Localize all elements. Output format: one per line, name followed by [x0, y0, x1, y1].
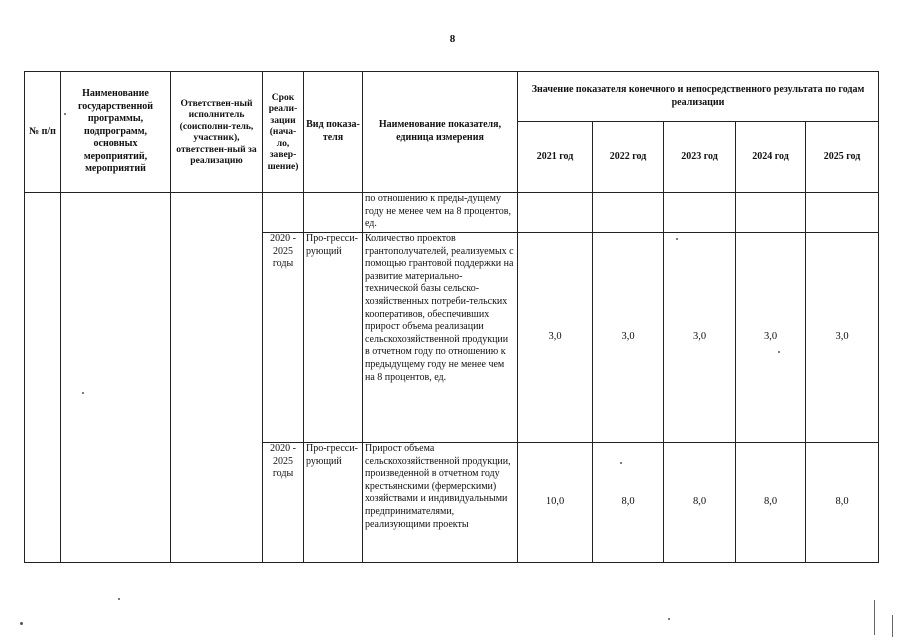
- col-header-year: 2022 год: [593, 122, 664, 193]
- cell-period: 2020 - 2025 годы: [263, 443, 304, 563]
- cell-value: 8,0: [664, 443, 736, 563]
- cell-value: 3,0: [593, 233, 664, 443]
- cell-indicator: по отношению к преды-дущему году не менее чем на 8 процентов, ед.: [363, 193, 518, 233]
- cell-value: [806, 193, 879, 233]
- header-row-1: [25, 72, 879, 122]
- cell-value: [664, 193, 736, 233]
- cell-value: 8,0: [736, 443, 806, 563]
- col-header-year: 2025 год: [806, 122, 879, 193]
- cell-value: 8,0: [593, 443, 664, 563]
- scan-edge-mark: [874, 600, 875, 635]
- cell-value: 8,0: [806, 443, 879, 563]
- col-header-period: Срок реали-зации (нача-ло, завер-шение): [263, 72, 304, 193]
- col-header-year: 2024 год: [736, 122, 806, 193]
- cell-program: [61, 193, 171, 563]
- indicators-table: [24, 71, 879, 563]
- cell-indicator: Прирост объема сельскохозяйственной продукции, произведенной в отчетном году крестьянскими (фермерскими) хозяйствами и индивидуальными предпринимателями, реализующими проекты: [363, 443, 518, 563]
- col-header-responsible: Ответствен-ный исполнитель (соисполни-тель, участник), ответствен-ный за реализацию: [171, 72, 263, 193]
- cell-value: [518, 193, 593, 233]
- col-header-indicator-type: Вид показа-теля: [304, 72, 363, 193]
- cell-period: 2020 - 2025 годы: [263, 233, 304, 443]
- cell-responsible: [171, 193, 263, 563]
- cell-value: 3,0: [664, 233, 736, 443]
- cell-value: 3,0: [806, 233, 879, 443]
- cell-period: [263, 193, 304, 233]
- col-header-program: Наименование государственной программы, подпрограмм, основных мероприятий, мероприятий: [61, 72, 171, 193]
- table-row: [25, 193, 879, 233]
- cell-value: [736, 193, 806, 233]
- col-header-num: № п/п: [25, 72, 61, 193]
- cell-value: [593, 193, 664, 233]
- cell-type: Про-гресси-рующий: [304, 443, 363, 563]
- cell-value: 3,0: [736, 233, 806, 443]
- scan-edge-mark: [892, 615, 893, 637]
- cell-value: 10,0: [518, 443, 593, 563]
- cell-value: 3,0: [518, 233, 593, 443]
- col-header-values-group: Значение показателя конечного и непосредственного результата по годам реализации: [518, 72, 879, 122]
- col-header-year: 2021 год: [518, 122, 593, 193]
- cell-type: [304, 193, 363, 233]
- col-header-indicator-name: Наименование показателя, единица измерения: [363, 72, 518, 193]
- cell-indicator: Количество проектов грантополучателей, реализуемых с помощью грантовой поддержки на развитие материально-технической базы сельско-хозяйственных потреби-тельских кооперативов, обеспечивших прирост объема реализации сельскохозяйственной продукции в отчетном году по отношению к предыдущему году не менее чем на 8 процентов, ед.: [363, 233, 518, 443]
- col-header-year: 2023 год: [664, 122, 736, 193]
- cell-num: [25, 193, 61, 563]
- cell-type: Про-гресси-рующий: [304, 233, 363, 443]
- page-number: 8: [449, 33, 456, 45]
